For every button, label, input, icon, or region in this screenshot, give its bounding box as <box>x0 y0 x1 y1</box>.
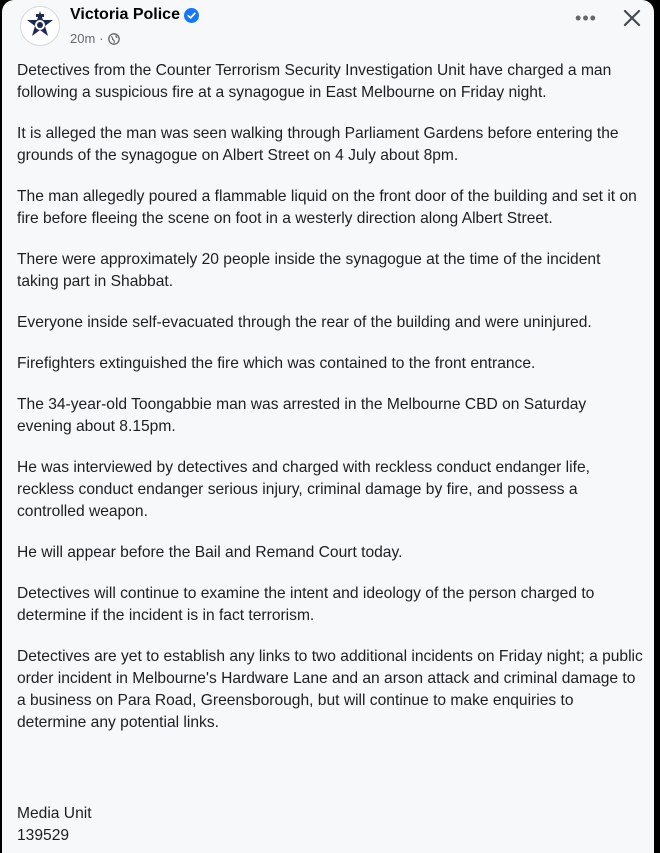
post-paragraph: Firefighters extinguished the fire which was contained to the front entrance. <box>17 355 536 372</box>
post-paragraph: The man allegedly poured a flammable liquid on the front door of the building and set it on fire before fleeing the scene on foot in a westerly direction along Albert Street. <box>17 188 637 227</box>
globe-icon <box>108 33 120 45</box>
post-paragraph: There were approximately 20 people inside the synagogue at the time of the incident taking part in Shabbat. <box>17 251 601 290</box>
more-options-icon: ••• <box>575 7 597 28</box>
close-icon <box>622 8 642 28</box>
page-name-label[interactable]: Victoria Police <box>70 6 180 23</box>
post-body <box>17 60 645 753</box>
post-paragraph: He was interviewed by detectives and charged with reckless conduct endanger life, reckless conduct endanger serious injury, criminal damage by fire, and possess a controlled weapon. <box>17 459 590 520</box>
page-avatar[interactable] <box>20 6 60 46</box>
verified-badge-icon <box>184 8 199 23</box>
police-emblem-icon <box>25 10 55 42</box>
post-paragraph: Detectives will continue to examine the intent and ideology of the person charged to determine if the incident is in fact terrorism. <box>17 585 595 624</box>
post-paragraph: The 34-year-old Toongabbie man was arrested in the Melbourne CBD on Saturday evening about 8.15pm. <box>17 396 587 435</box>
post-timestamp[interactable]: 20m <box>70 31 96 46</box>
facebook-post <box>2 0 654 853</box>
post-paragraph: He will appear before the Bail and Remand Court today. <box>17 544 403 561</box>
close-button[interactable] <box>616 2 648 34</box>
post-paragraph: Detectives from the Counter Terrorism Security Investigation Unit have charged a man following a suspicious fire at a synagogue in East Melbourne on Friday night. <box>17 62 612 101</box>
more-options-button[interactable] <box>568 4 604 32</box>
signature-unit: Media Unit <box>17 805 92 822</box>
meta-separator: · <box>99 31 104 46</box>
post-header <box>2 0 654 60</box>
post-paragraph: Everyone inside self-evacuated through the rear of the building and were uninjured. <box>17 314 592 331</box>
post-paragraph: Detectives are yet to establish any links to two additional incidents on Friday night; a public order incident in Melbourne's Hardware Lane and an arson attack and criminal damage to a business on Para Road, Greensborough, but will continue to make enquiries to determine any potential links. <box>17 648 643 731</box>
page-name[interactable] <box>70 6 199 24</box>
post-paragraph: It is alleged the man was seen walking through Parliament Gardens before entering the grounds of the synagogue on Albert Street on 4 July about 8pm. <box>17 125 619 164</box>
signature-number: 139529 <box>17 827 70 844</box>
post-signature <box>17 803 92 847</box>
post-meta <box>70 31 120 46</box>
